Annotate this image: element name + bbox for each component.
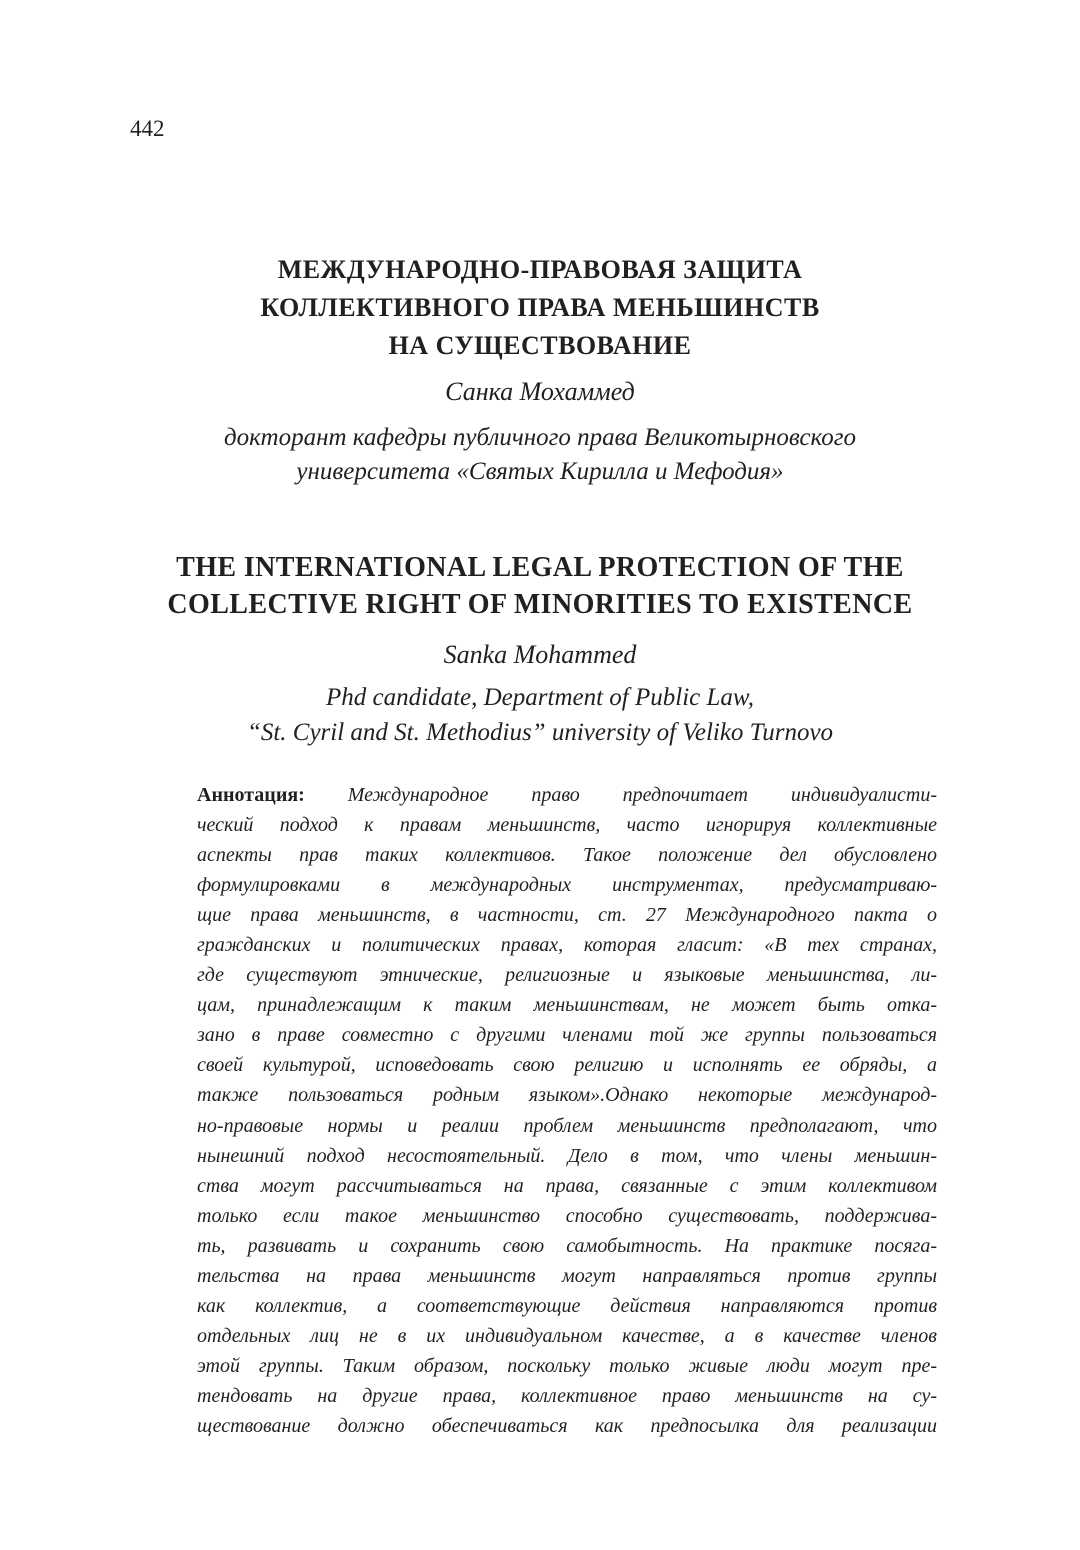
affiliation-english-line: “St. Cyril and St. Methodius” university of Veliko Turnovo <box>246 719 834 746</box>
author-english: Sanka Mohammed <box>443 640 637 669</box>
abstract-line: ществование должно обеспечиваться как предпосылка для реализации <box>197 1414 937 1437</box>
title-english-line: THE INTERNATIONAL LEGAL PROTECTION OF THE <box>176 552 904 583</box>
abstract-line: только если такое меньшинство способно существовать, поддержива- <box>197 1204 937 1227</box>
title-english-line: COLLECTIVE RIGHT OF MINORITIES TO EXISTENCE <box>167 589 913 620</box>
title-russian-line: МЕЖДУНАРОДНО-ПРАВОВАЯ ЗАЩИТА <box>277 255 803 284</box>
abstract-line-text: Международное право предпочитает индивидуалисти- <box>347 784 938 806</box>
abstract-line: нынешний подход несостоятельный. Дело в том, что члены меньшин- <box>197 1144 937 1167</box>
affiliation-russian-line: докторант кафедры публичного права Великотырновского <box>224 424 856 451</box>
abstract-line: щие права меньшинств, в частности, ст. 27 Международного пакта о <box>197 904 937 927</box>
abstract-line: где существуют этнические, религиозные и языковые меньшинства, ли- <box>197 964 937 987</box>
abstract-line: этой группы. Таким образом, поскольку только живые люди могут пре- <box>197 1354 937 1377</box>
abstract-line: отдельных лиц не в их индивидуальном качестве, а в качестве членов <box>197 1324 937 1347</box>
title-russian-line: НА СУЩЕСТВОВАНИЕ <box>388 331 692 360</box>
abstract-line: аспекты прав таких коллективов. Такое положение дел обусловлено <box>197 844 937 867</box>
abstract-line: ческий подход к правам меньшинств, часто игнорируя коллективные <box>197 814 937 837</box>
abstract-line: как коллектив, а соответствующие действия направляются против <box>197 1294 937 1317</box>
title-english <box>110 549 970 623</box>
abstract-line: ть, развивать и сохранить свою самобытность. На практике посяга- <box>197 1234 937 1257</box>
affiliation-russian <box>130 421 950 489</box>
abstract-line: тендовать на другие права, коллективное право меньшинств на су- <box>197 1384 937 1407</box>
abstract <box>197 780 937 1441</box>
abstract-label: Аннотация: <box>197 784 305 806</box>
title-russian-line: КОЛЛЕКТИВНОГО ПРАВА МЕНЬШИНСТВ <box>260 293 820 322</box>
author-russian: Санка Мохаммед <box>445 377 635 406</box>
abstract-line: также пользоваться родным языком».Однако некоторые международ- <box>197 1084 937 1107</box>
abstract-line: ства могут рассчитываться на права, связанные с этим коллективом <box>197 1174 937 1197</box>
abstract-line: формулировками в международных инструментах, предусматриваю- <box>197 874 937 897</box>
abstract-line: тельства на права меньшинств могут направляться против группы <box>197 1264 937 1287</box>
abstract-line: гражданских и политических правах, которая гласит: «В тех странах, <box>197 934 937 957</box>
affiliation-russian-line: университета «Святых Кирилла и Мефодия» <box>296 458 784 485</box>
abstract-line: своей культурой, исповедовать свою религию и исполнять ее обряды, а <box>197 1054 937 1077</box>
affiliation-english-line: Phd candidate, Department of Public Law, <box>326 684 754 711</box>
abstract-line: цам, принадлежащим к таким меньшинствам, не может быть отка- <box>197 994 937 1017</box>
title-russian <box>130 251 950 365</box>
page-number: 442 <box>130 116 165 141</box>
abstract-line: зано в праве совместно с другими членами той же группы пользоваться <box>197 1024 937 1047</box>
abstract-line <box>197 780 937 810</box>
affiliation-english <box>130 680 950 750</box>
abstract-line: но-правовые нормы и реалии проблем меньшинств предполагают, что <box>197 1114 937 1137</box>
